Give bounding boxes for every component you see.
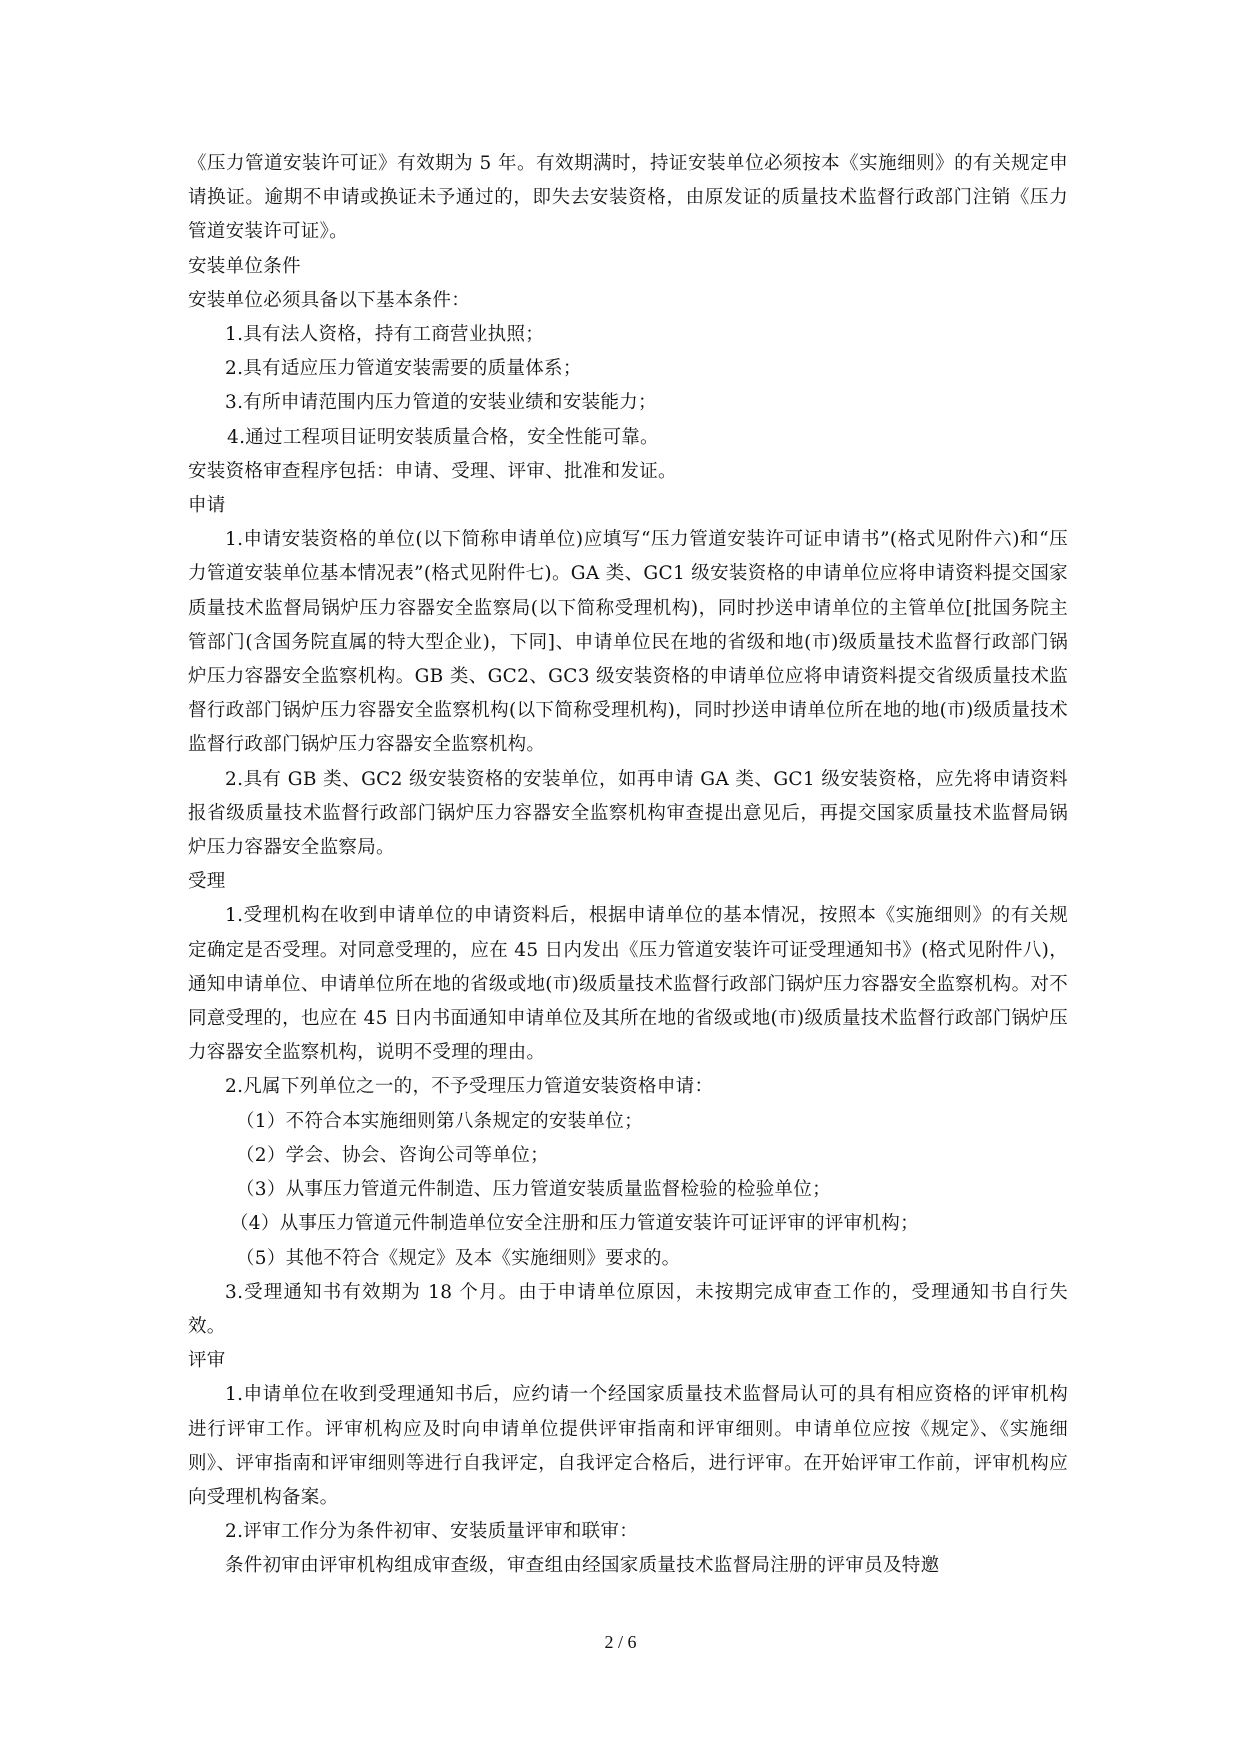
document-body	[188, 147, 1068, 1584]
list-item-exclusion-1: （1）不符合本实施细则第八条规定的安装单位；	[236, 1110, 643, 1132]
paragraph-procedure: 安装资格审查程序包括：申请、受理、评审、批准和发证。	[188, 460, 677, 482]
paragraph-apply-2: 2.具有 GB 类、GC2 级安装资格的安装单位，如再申请 GA 类、GC1 级安装资格，应先将申请资料报省级质量技术监督行政部门锅炉压力容器安全监察机构审查提出意见后，再提交国家质量技术监督局锅炉压力容器安全监察局。	[188, 768, 1068, 859]
list-item-exclusion-5: （5）其他不符合《规定》及本《实施细则》要求的。	[236, 1247, 681, 1269]
section-heading-review: 评审	[188, 1350, 226, 1372]
page-number: 2 / 6	[604, 1632, 637, 1652]
list-item-exclusion-3: （3）从事压力管道元件制造、压力管道安装质量监督检验的检验单位；	[236, 1179, 831, 1201]
list-item-condition-4: 4.通过工程项目证明安装质量合格，安全性能可靠。	[227, 426, 659, 448]
paragraph-review-2: 2.评审工作分为条件初审、安装质量评审和联审：	[225, 1521, 639, 1543]
paragraph-accept-1: 1.受理机构在收到申请单位的申请资料后，根据申请单位的基本情况，按照本《实施细则》的有关规定确定是否受理。对同意受理的，应在 45 日内发出《压力管道安装许可证受理通知书》(格式见附件八)，通知申请单位、申请单位所在地的省级或地(市)级质量技术监督行政部门锅炉压力容器安全监察机构。对不同意受理的，也应在 45 日内书面通知申请单位及其所在地的省级或地(市)级质量技术监督行政部门锅炉压力容器安全监察机构，说明不受理的理由。	[188, 905, 1068, 1064]
paragraph-review-initial: 条件初审由评审机构组成审查级，审查组由经国家质量技术监督局注册的评审员及特邀	[225, 1555, 940, 1577]
list-item-condition-2: 2.具有适应压力管道安装需要的质量体系；	[225, 358, 582, 380]
section-heading-accept: 受理	[188, 871, 226, 893]
list-item-exclusion-2: （2）学会、协会、咨询公司等单位；	[236, 1144, 549, 1166]
section-heading-apply: 申请	[188, 495, 226, 517]
paragraph-conditions-intro: 安装单位必须具备以下基本条件：	[188, 289, 471, 311]
paragraph-accept-3: 3.受理通知书有效期为 18 个月。由于申请单位原因，未按期完成审查工作的，受理通知书自行失效。	[188, 1281, 1068, 1337]
paragraph-review-1: 1.申请单位在收到受理通知书后，应约请一个经国家质量技术监督局认可的具有相应资格的评审机构进行评审工作。评审机构应及时向申请单位提供评审指南和评审细则。申请单位应按《规定》、《实施细则》、评审指南和评审细则等进行自我评定，自我评定合格后，进行评审。在开始评审工作前，评审机构应向受理机构备案。	[188, 1384, 1068, 1508]
list-item-exclusion-4: （4）从事压力管道元件制造单位安全注册和压力管道安装许可证评审的评审机构；	[230, 1213, 919, 1235]
paragraph-apply-1: 1.申请安装资格的单位(以下简称申请单位)应填写“压力管道安装许可证申请书”(格式见附件六)和“压力管道安装单位基本情况表”(格式见附件七)。GA 类、GC1 级安装资格的申请单位应将申请资料提交国家质量技术监督局锅炉压力容器安全监察局(以下简称受理机构)，同时抄送申请单位的主管单位[批国务院主管部门(含国务院直属的特大型企业)，下同]、申请单位民在地的省级和地(市)级质量技术监督行政部门锅炉压力容器安全监察机构。GB 类、GC2、GC3 级安装资格的申请单位应将申请资料提交省级质量技术监督行政部门锅炉压力容器安全监察机构(以下简称受理机构)，同时抄送申请单位所在地的地(市)级质量技术监督行政部门锅炉压力容器安全监察机构。	[188, 529, 1068, 756]
section-heading-conditions: 安装单位条件	[188, 255, 301, 277]
paragraph-accept-2: 2.凡属下列单位之一的，不予受理压力管道安装资格申请：	[225, 1076, 714, 1098]
list-item-condition-1: 1.具有法人资格，持有工商营业执照；	[225, 324, 545, 346]
paragraph-validity: 《压力管道安装许可证》有效期为 5 年。有效期满时，持证安装单位必须按本《实施细则》的有关规定申请换证。逾期不申请或换证未予通过的，即失去安装资格，由原发证的质量技术监督行政部门注销《压力管道安装许可证》。	[188, 153, 1068, 243]
list-item-condition-3: 3.有所申请范围内压力管道的安装业绩和安装能力；	[225, 392, 657, 414]
